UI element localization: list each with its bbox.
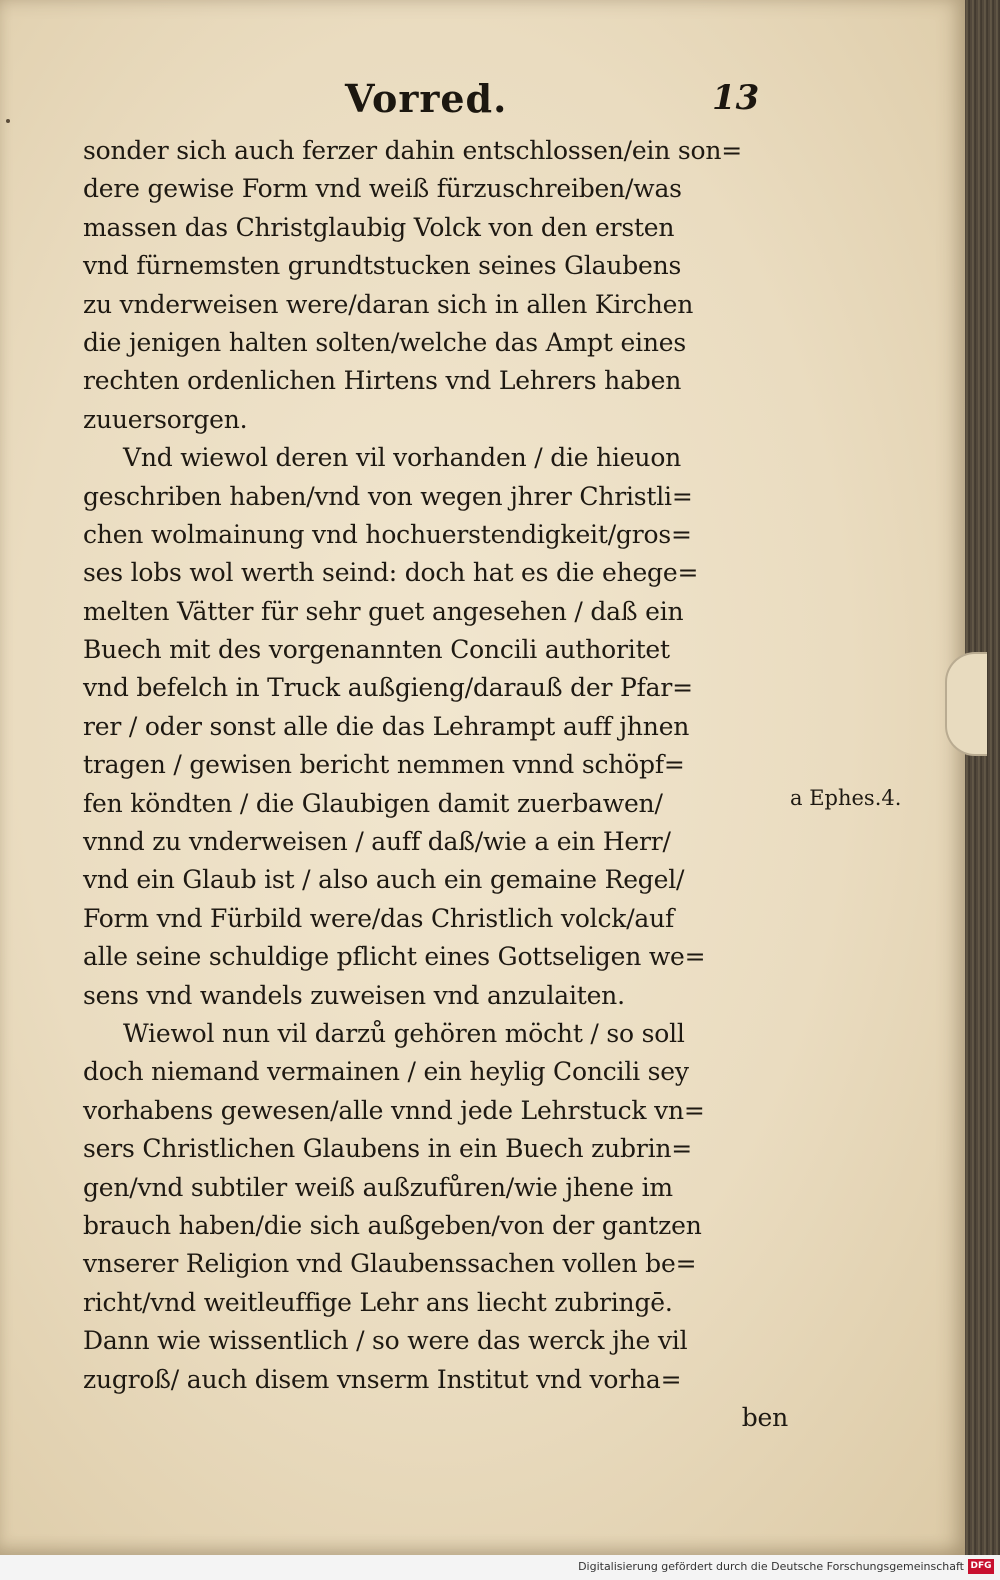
text-line: fen köndten / die Glaubigen damit zuerbawen/: [83, 788, 663, 818]
text-line: alle seine schuldige pflicht eines Gottseligen we=: [83, 942, 706, 972]
text-line: rechten ordenlichen Hirtens vnd Lehrers haben: [83, 366, 682, 396]
text-line: zugroß/ auch disem vnserm Institut vnd vorha=: [83, 1364, 682, 1394]
text-line: massen das Christglaubig Volck von den ersten: [83, 212, 675, 242]
footer-bar: [0, 1555, 1000, 1580]
text-line: Vnd wiewol deren vil vorhanden / die hieuon: [123, 443, 682, 473]
text-line: zuuersorgen.: [83, 404, 248, 434]
text-line: die jenigen halten solten/welche das Ampt eines: [83, 327, 686, 357]
text-line: Buech mit des vorgenannten Concili authoritet: [83, 635, 670, 665]
text-line: rer / oder sonst alle die das Lehrampt auff jhnen: [83, 711, 690, 741]
text-line: vnnd zu vnderweisen / auff daß/wie a ein Herr/: [83, 827, 671, 857]
text-line: tragen / gewisen bericht nemmen vnnd schöpf=: [83, 750, 685, 780]
text-line: brauch haben/die sich außgeben/von der gantzen: [83, 1210, 702, 1240]
text-line: Form vnd Fürbild were/das Christlich volck/auf: [83, 903, 675, 933]
text-line: vnd fürnemsten grundtstucken seines Glaubens: [83, 251, 682, 281]
text-line: ben: [741, 1402, 788, 1432]
text-line: vorhabens gewesen/alle vnnd jede Lehrstuck vn=: [83, 1095, 705, 1125]
text-line: sers Christlichen Glaubens in ein Buech zubrin=: [83, 1134, 693, 1164]
text-line: Wiewol nun vil darzů gehören möcht / so soll: [123, 1018, 685, 1048]
text-line: chen wolmainung vnd hochuerstendigkeit/gros=: [83, 519, 692, 549]
text-line: zu vnderweisen were/daran sich in allen Kirchen: [83, 289, 694, 319]
marginal-note: a Ephes.4.: [790, 786, 902, 810]
text-line: vnd ein Glaub ist / also auch ein gemaine Regel/: [83, 865, 685, 895]
text-line: Dann wie wissentlich / so were das werck jhe vil: [83, 1326, 688, 1356]
dfg-logo: DFG: [968, 1559, 994, 1574]
text-line: vnd befelch in Truck außgieng/darauß der Pfar=: [83, 673, 693, 703]
funding-credit: Digitalisierung gefördert durch die Deutsche Forschungsgemeinschaft: [578, 1560, 964, 1573]
text-line: melten Vätter für sehr guet angesehen / daß ein: [83, 596, 684, 626]
text-line: gen/vnd subtiler weiß außzufůren/wie jhene im: [83, 1172, 673, 1202]
text-line: dere gewise Form vnd weiß fürzuschreiben/was: [83, 174, 682, 204]
book-page-edges: [965, 0, 1000, 1555]
page-tab-marker: [945, 652, 987, 756]
text-line: sonder sich auch ferzer dahin entschlossen/ein son=: [83, 136, 742, 165]
text-line: geschriben haben/vnd von wegen jhrer Christli=: [83, 481, 693, 511]
text-line: richt/vnd weitleuffige Lehr ans liecht zubringē.: [83, 1287, 673, 1317]
page-number: 13: [712, 78, 760, 118]
text-line: doch niemand vermainen / ein heylig Concili sey: [83, 1057, 689, 1087]
ink-speck: [6, 119, 10, 123]
text-line: sens vnd wandels zuweisen vnd anzulaiten.: [83, 980, 625, 1010]
text-line: ses lobs wol werth seind: doch hat es die ehege=: [83, 558, 699, 588]
text-line: vnserer Religion vnd Glaubenssachen vollen be=: [83, 1249, 697, 1279]
body-text: [83, 132, 788, 1437]
running-head: Vorred.: [345, 76, 508, 121]
